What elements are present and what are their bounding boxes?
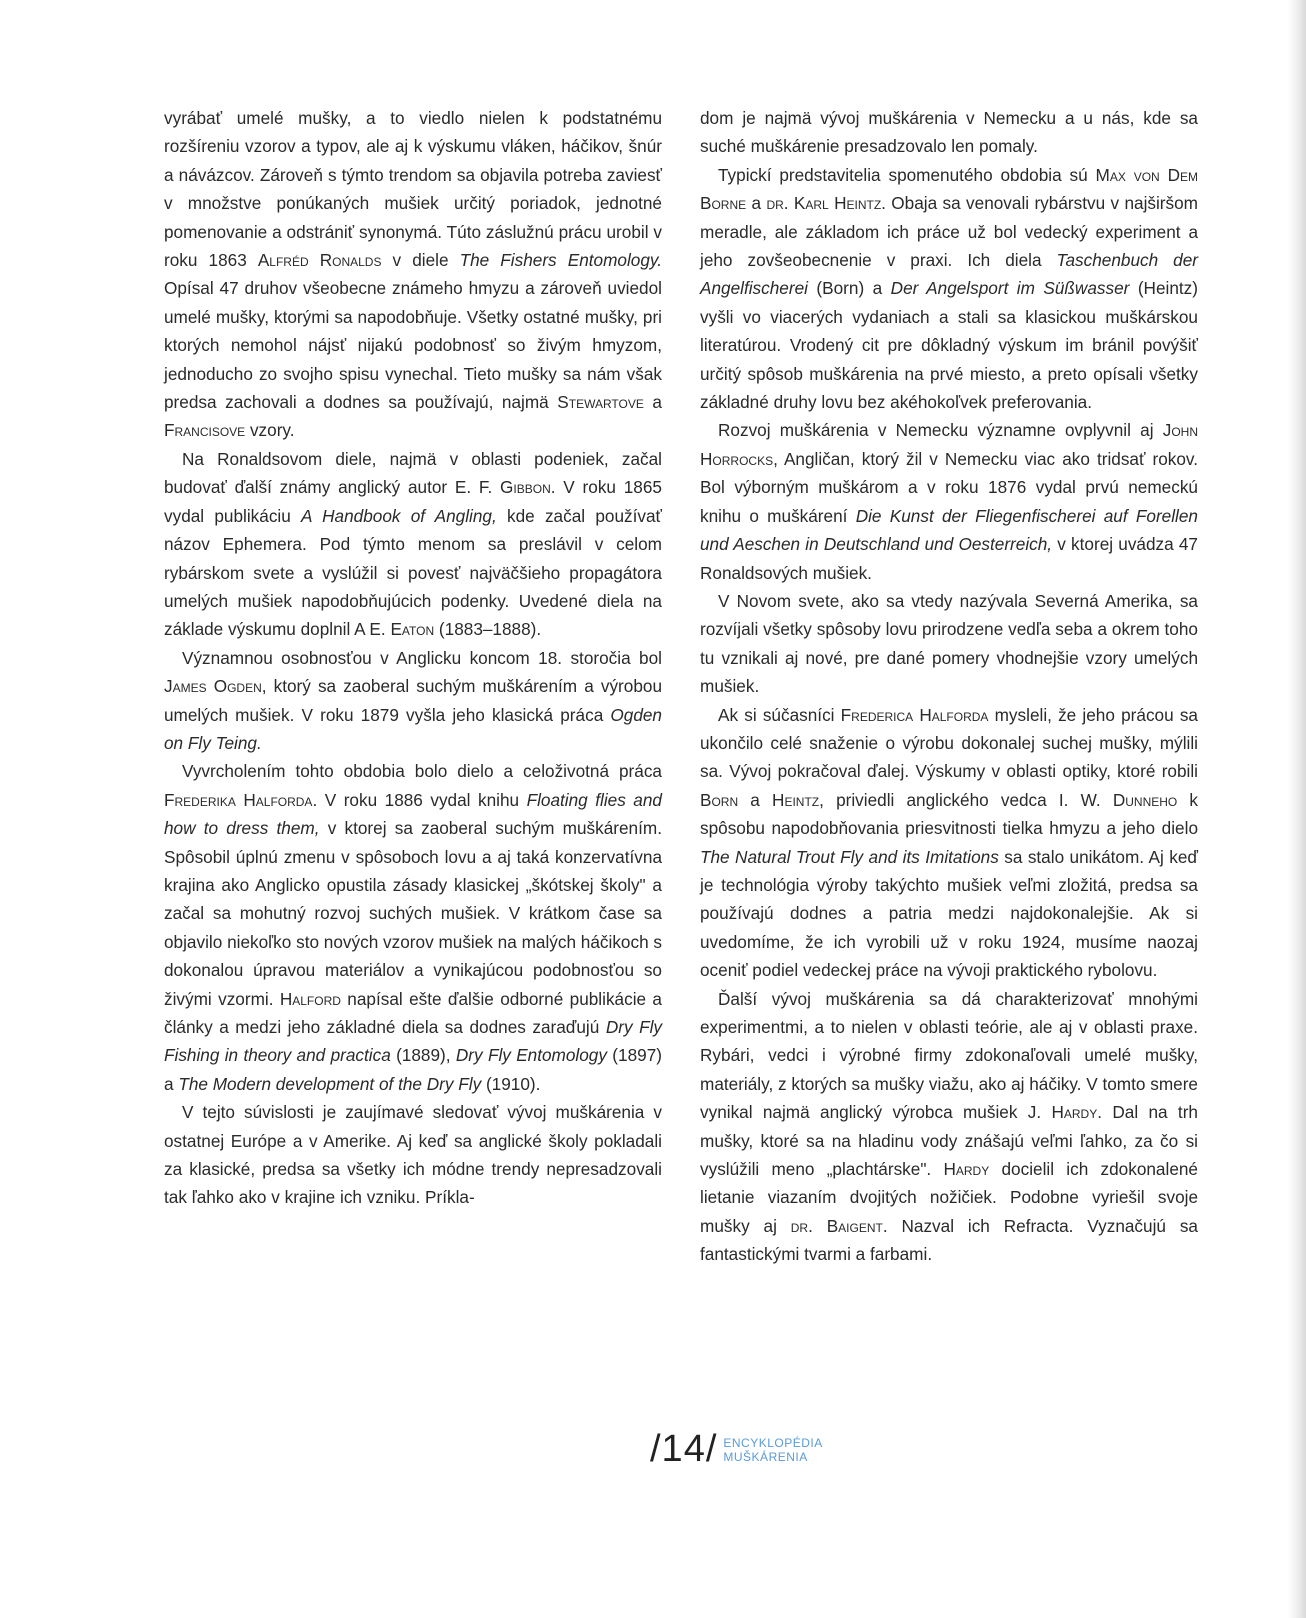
text-run: v ktorej uvádza 47 Ronaldsových mušiek. [700, 534, 1198, 583]
text-run: v ktorej sa zaoberal suchým muškárením. Spôsobil úplnú zmenu v spôsoboch lovu a aj taká konzervatívna krajina ako Anglicko opustila zásady klasickej „škótskej školy" a začal sa mohutný rozvoj suchých mušiek. V krátkom čase sa objavilo niekoľko sto nových vzorov mušiek na malých háčikoch s dokonalou úpravou materiálov a vynikajúcou podobnosťou so živými vzormi. [164, 818, 662, 1009]
person-name: Stewartove [557, 392, 644, 413]
italic-title: Dry Fly Fishing in theory and practica [164, 1017, 662, 1066]
italic-title: Der Angelsport im Süßwasser [890, 278, 1130, 299]
page-edge-shadow [1288, 0, 1306, 1618]
page-footer [650, 1428, 823, 1471]
paragraph [164, 104, 662, 445]
paragraph [700, 161, 1198, 417]
person-name: Francisove [164, 420, 246, 441]
text-run: dom je najmä vývoj muškárenia v Nemecku a u nás, kde sa suché muškárenie presadzovalo len pomaly. [700, 108, 1198, 157]
text-run: k spôsobu napodobňovania priesvitnosti tielka hmyzu a jeho dielo [700, 789, 1199, 839]
text-run: Na Ronaldsovom diele, najmä v oblasti podeniek, začal budovať ďalší známy anglický autor E. F. [164, 448, 662, 498]
italic-title: A Handbook of Angling, [301, 505, 497, 526]
text-run: Typickí predstavitelia spomenutého obdobia sú [718, 164, 1096, 185]
page-number: /14/ [650, 1428, 718, 1470]
text-run: . Obaja sa venovali rybárstvu v najširšom meradle, ale základom ich práce už bol vedecký experiment a jeho zovšeobecnenie v praxi. Ich diela [700, 193, 1199, 271]
person-name: Max von Dem Borne [700, 164, 1198, 214]
text-run: Ak si súčasníci [718, 704, 841, 725]
text-run: a [738, 789, 773, 810]
text-run: Významnou osobnosťou v Anglicku koncom 18. storočia bol [182, 647, 662, 668]
text-run: (1910). [481, 1073, 541, 1094]
person-name: Born [700, 789, 739, 810]
text-run: Ďalší vývoj muškárenia sa dá charakterizovať mnohými experimentmi, a to nielen v oblasti teórie, ale aj v oblasti praxe. Rybári, vedci i výrobné firmy zdokonaľovali umelé mušky, materiály, z ktorých sa mušky viažu, ako aj háčiky. V tomto smere vynikal najmä anglický výrobca mušiek J. [700, 988, 1198, 1123]
person-name: John Horrocks [700, 420, 1198, 469]
text-run: (Born) a [807, 278, 891, 299]
person-name: Frederica Halforda [840, 704, 989, 725]
text-run: Vyvrcholením tohto obdobia bolo dielo a celoživotná práca [182, 761, 662, 782]
paragraph [164, 644, 662, 758]
text-run: kde začal používať názov Ephemera. Pod týmto menom sa preslávil v celom rybárskom svete a vyslúžil si povesť najväčšieho propagátora umelých mušiek napodobňujúcich podenky. Uvedené diela na základe výskumu doplnil A E. [164, 505, 662, 640]
text-run: docielil ich zdokonalené lietanie viazaním dvojitých nožičiek. Podobne vyriešil svoje mušky aj [700, 1159, 1198, 1236]
paragraph [164, 445, 662, 644]
italic-title: The Natural Trout Fly and its Imitations [700, 846, 999, 867]
person-name: Hardy [943, 1159, 990, 1180]
person-name: James Ogden [164, 676, 262, 697]
text-run: vyrábať umelé mušky, a to viedlo nielen k podstatnému rozšíreniu vzorov a typov, ale aj k výskumu vláken, háčikov, šnúr a návázcov. Zároveň s týmto trendom sa objavila potreba zaviesť v množstve ponúkaných mušiek určitý poriadok, jednotné pomenovanie a odstrániť synonymá. Túto záslužnú prácu urobil v roku 1863 [164, 108, 662, 271]
text-run: Rozvoj muškárenia v Nemecku významne ovplyvnil aj [718, 420, 1163, 441]
text-run: vzory. [245, 420, 295, 441]
text-run: sa stalo unikátom. Aj keď je technológia výroby takýchto mušiek veľmi zložitá, predsa sa používajú dodnes a patria medzi najdokonalejšie. Ak si uvedomíme, že ich vyrobili už v roku 1924, musíme naozaj oceniť podiel vedeckej práce na vývoji praktického rybolovu. [700, 846, 1198, 981]
text-run: . V roku 1886 vydal knihu [312, 789, 527, 810]
text-run: (Heintz) vyšli vo viacerých vydaniach a stali sa klasickou muškárskou literatúrou. Vrodený cit pre dôkladný výskum im bránil povýšiť určitý spôsob muškárenia na prvé miesto, a preto opísali všetky základné druhy lovu bez akéhokoľvek preferovania. [700, 278, 1198, 413]
italic-title: Ogden on Fly Teing. [164, 704, 662, 753]
text-run: . V roku 1865 vydal publikáciu [164, 477, 662, 526]
italic-title: The Fishers Entomology. [459, 250, 662, 271]
text-run: (1889), [390, 1045, 456, 1066]
brand-line-1: ENCYKLOPÉDIA [723, 1435, 823, 1450]
text-run: a [643, 392, 662, 413]
italic-title: Dry Fly Entomology [455, 1045, 607, 1066]
right-text-column [700, 104, 1198, 1269]
text-run: a [746, 193, 767, 214]
text-run: . Nazval ich Refracta. Vyznačujú sa fantastickými tvarmi a farbami. [700, 1215, 1198, 1265]
person-name: Dunneho [1112, 789, 1178, 810]
brand-line-2: MUŠKÁRENIA [723, 1449, 808, 1464]
text-run: (1897) a [164, 1045, 662, 1094]
text-run: , ktorý sa zaoberal suchým muškárením a výrobou umelých mušiek. V roku 1879 vyšla jeho klasická práca [164, 676, 663, 725]
text-run: mysleli, že jeho prácou sa ukončilo celé snaženie o výrobu dokonalej suchej mušky, mýlili sa. Vývoj pokračoval ďalej. Výskumy v oblasti optiky, ktoré robili [700, 704, 1198, 782]
paragraph [700, 587, 1198, 701]
left-text-column [164, 104, 662, 1212]
italic-title: Die Kunst der Fliegenfischerei auf Forellen und Aeschen in Deutschland und Oesterreich, [700, 505, 1198, 555]
text-run: , priviedli anglického vedca I. W. [819, 789, 1113, 810]
person-name: Frederika Halforda [164, 789, 313, 810]
person-name: dr. Baigent [790, 1215, 883, 1236]
text-run: V tejto súvislosti je zaujímavé sledovať vývoj muškárenia v ostatnej Európe a v Amerike. Aj keď sa anglické školy pokladali za klasické, predsa sa všetky ich módne trendy nepresadzovali tak ľahko ako v krajine ich vzniku. Príkla- [164, 1102, 662, 1208]
text-run: napísal ešte ďalšie odborné publikácie a články a medzi jeho základné diela sa dodnes zaraďujú [164, 988, 662, 1037]
paragraph [164, 1098, 662, 1212]
text-run: , Angličan, ktorý žil v Nemecku viac ako tridsať rokov. Bol výborným muškárom a v roku 1876 vydal prvú nemeckú knihu o muškárení [700, 448, 1198, 526]
text-run: V Novom svete, ako sa vtedy nazývala Severná Amerika, sa rozvíjali všetky spôsoby lovu prirodzene vedľa seba a okrem toho tu vznikali aj nové, pre dané pomery vhodnejšie vzory umelých mušiek. [700, 590, 1198, 697]
person-name: Heintz [772, 789, 820, 810]
text-run: v diele [381, 250, 460, 271]
italic-title: The Modern development of the Dry Fly [178, 1073, 482, 1094]
paragraph [700, 701, 1198, 985]
italic-title: Floating flies and how to dress them, [164, 789, 662, 839]
person-name: Eaton [390, 619, 435, 640]
paragraph [700, 104, 1198, 161]
person-name: Gibbon [500, 477, 551, 498]
person-name: Halford [279, 988, 341, 1009]
person-name: dr. Karl Heintz [766, 193, 882, 214]
person-name: Hardy [1051, 1102, 1098, 1123]
paragraph [700, 985, 1198, 1269]
paragraph [164, 757, 662, 1098]
text-run: . Dal na trh mušky, ktoré sa na hladinu vody znášajú veľmi ľahko, za čo si vyslúžili meno „plachtárske". [700, 1102, 1198, 1180]
text-run: Opísal 47 druhov všeobecne známeho hmyzu a zároveň uviedol umelé mušky, ktorými sa napodobňuje. Všetky ostatné mušky, pri ktorých nemohol nájsť nijakú podobnosť so živým hmyzom, jednoducho zo svojho spisu vynechal. Tieto mušky sa nám však predsa zachovali a dodnes sa používajú, najmä [164, 278, 662, 413]
publication-brand [723, 1436, 822, 1464]
person-name: Alfréd Ronalds [257, 250, 382, 271]
italic-title: Taschenbuch der Angelfischerei [700, 250, 1198, 299]
text-run: (1883–1888). [434, 619, 542, 640]
paragraph [700, 416, 1198, 586]
